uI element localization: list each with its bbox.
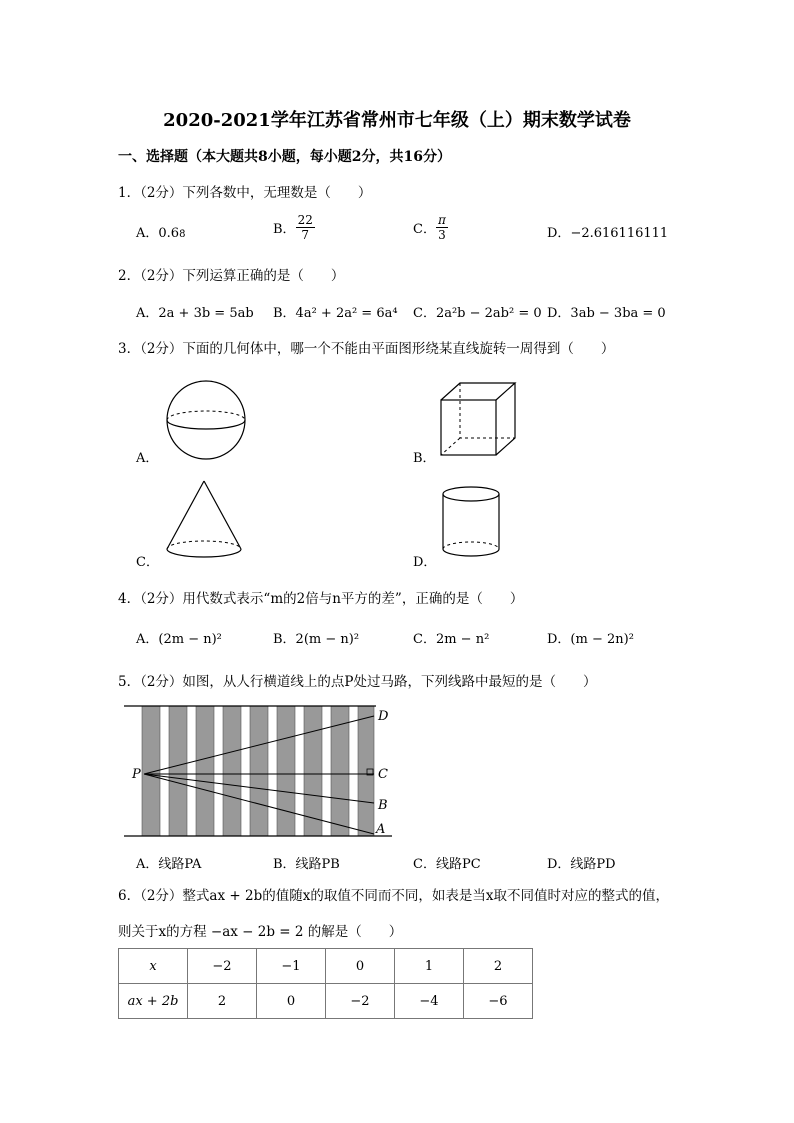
q5-option-c: C．线路PC: [413, 857, 481, 872]
point-p-label: P: [132, 767, 141, 782]
q5-option-d: D．线路PD: [547, 857, 616, 872]
q1-option-b-fraction: [296, 213, 315, 242]
table-cell: 0: [257, 984, 326, 1019]
q1-option-c-fraction: [436, 213, 448, 242]
q1-c-numerator: π: [437, 213, 446, 227]
q3-option-d-label: D．: [413, 555, 437, 570]
q2-option-a: A．2a + 3b = 5ab: [136, 306, 254, 321]
table-cell: −2: [326, 984, 395, 1019]
q5-option-b: B．线路PB: [273, 857, 340, 872]
cylinder-figure: [440, 484, 504, 564]
table-row: [119, 984, 533, 1019]
q1-option-a-label: A．: [136, 226, 159, 241]
q3-option-a-label: A．: [136, 451, 159, 466]
cone-figure: [164, 478, 244, 562]
question-5-stem: 5．（2分）如图，从人行横道线上的点P处过马路，下列线路中最短的是（ ）: [118, 674, 597, 690]
question-2-stem: 2．（2分）下列运算正确的是（ ）: [118, 268, 345, 284]
table-cell: −6: [464, 984, 533, 1019]
page-title: 2020-2021学年江苏省常州市七年级（上）期末数学试卷: [163, 110, 631, 131]
point-d-label: D: [378, 709, 389, 724]
table-cell: −2: [188, 949, 257, 984]
q2-option-d: D．3ab − 3ba = 0: [547, 306, 666, 321]
table-cell: ax + 2b: [119, 984, 188, 1019]
q1-b-denominator: 7: [301, 228, 310, 242]
value-table: [118, 948, 533, 1019]
crosswalk-figure: [124, 703, 396, 841]
question-3-stem: 3．（2分）下面的几何体中，哪一个不能由平面图形绕某直线旋转一周得到（ ）: [118, 341, 615, 357]
q1-c-denominator: 3: [438, 228, 446, 242]
q4-option-d: D．(m − 2n)²: [547, 632, 634, 647]
q1-option-d-value: −2.616116111: [570, 226, 669, 241]
point-a-label: A: [376, 822, 386, 837]
table-cell: 1: [395, 949, 464, 984]
question-1-stem: 1．（2分）下列各数中，无理数是（ ）: [118, 185, 372, 201]
q1-option-a: [136, 222, 185, 241]
table-cell: 0: [326, 949, 395, 984]
q1-option-b-label: B．: [273, 222, 296, 237]
q3-option-b-label: B．: [413, 451, 436, 466]
q1-option-a-value: 0.6: [158, 226, 180, 241]
question-4-stem: 4．（2分）用代数式表示“m的2倍与n平方的差”，正确的是（ ）: [118, 591, 524, 607]
table-row: [119, 949, 533, 984]
q1-option-c: [413, 213, 448, 242]
crosswalk-stripes: [142, 706, 374, 836]
q4-option-c: C．2m − n²: [413, 632, 490, 647]
table-cell: −1: [257, 949, 326, 984]
question-6-stem-line-1: 6．（2分）整式ax + 2b的值随x的取值不同而不同，如表是当x取不同值时对应的整式的值，: [118, 888, 669, 904]
q1-option-b: [273, 213, 315, 242]
q5-option-a: A．线路PA: [136, 857, 202, 872]
section-heading-choice: 一、选择题（本大题共8小题，每小题2分，共16分）: [118, 149, 451, 165]
table-cell: 2: [188, 984, 257, 1019]
sphere-figure: [160, 378, 252, 462]
q4-option-b: B．2(m − n)²: [273, 632, 360, 647]
cube-figure: [438, 380, 518, 460]
question-6-stem-line-2: 则关于x的方程 −ax − 2b = 2 的解是（ ）: [118, 924, 403, 940]
q1-option-a-repeating-digit: 8̇: [179, 229, 186, 240]
q2-option-b: B．4a² + 2a² = 6a⁴: [273, 306, 398, 321]
table-cell: −4: [395, 984, 464, 1019]
q3-option-c-label: C．: [136, 555, 159, 570]
q2-option-c: C．2a²b − 2ab² = 0: [413, 306, 542, 321]
q1-b-numerator: 22: [297, 213, 313, 227]
q1-option-d: [547, 222, 668, 241]
point-b-label: B: [378, 798, 388, 813]
table-cell: x: [119, 949, 188, 984]
q4-option-a: A．(2m − n)²: [136, 632, 222, 647]
table-cell: 2: [464, 949, 533, 984]
point-c-label: C: [378, 767, 388, 782]
q1-option-c-label: C．: [413, 222, 436, 237]
q1-option-d-label: D．: [547, 226, 571, 241]
